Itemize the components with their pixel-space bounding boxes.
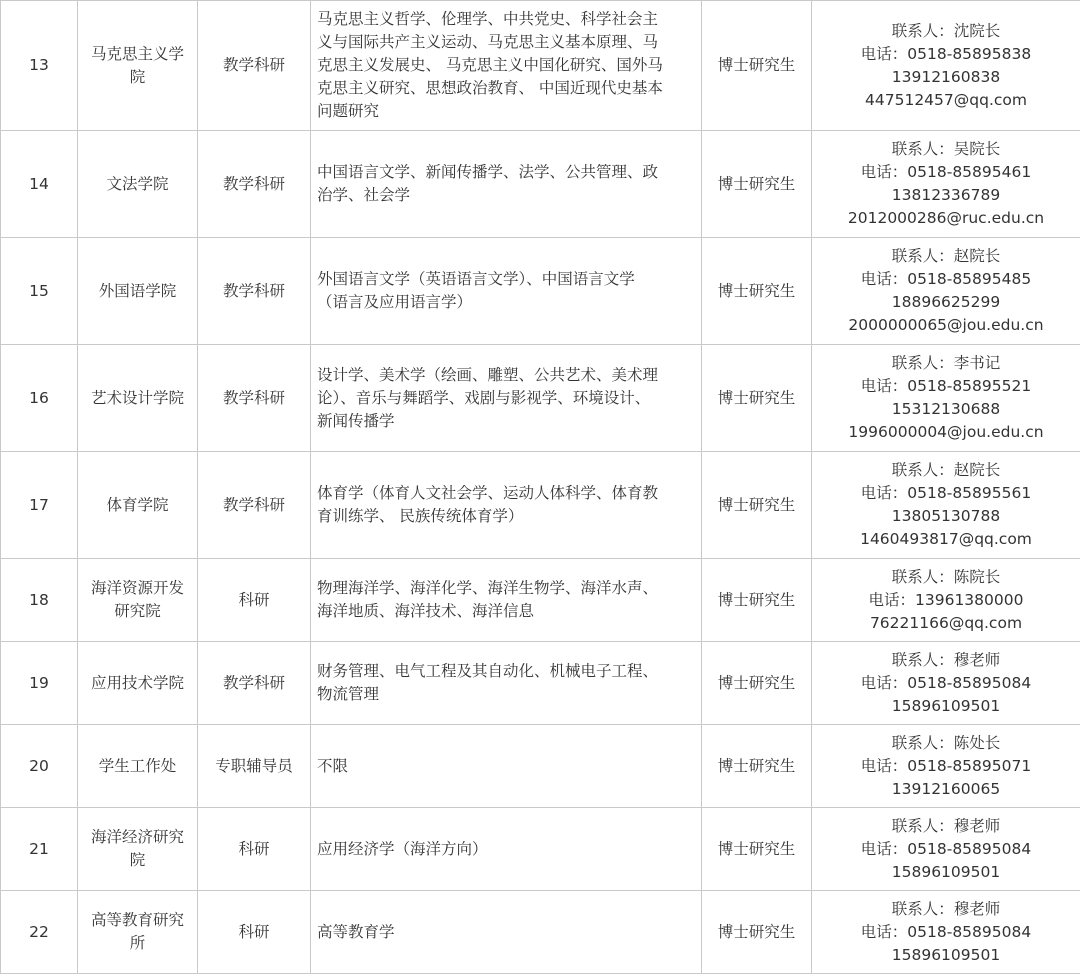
education-requirement: 博士研究生 xyxy=(717,281,796,300)
position-type: 教学科研 xyxy=(222,174,285,193)
education-requirement: 博士研究生 xyxy=(717,495,796,514)
contact-line: 联系人：陈处长 xyxy=(891,733,1001,752)
education-cell xyxy=(702,238,812,345)
majors-line: 体育学（体育人文社会学、运动人体科学、体育教 xyxy=(317,484,659,502)
education-requirement: 博士研究生 xyxy=(717,56,796,74)
education-cell xyxy=(702,891,812,974)
contact-cell xyxy=(812,559,1080,642)
contact-line: 电话：0518-85895084 xyxy=(860,673,1032,692)
position-type: 教学科研 xyxy=(222,281,285,300)
unit-name-cell xyxy=(78,559,198,642)
majors-cell xyxy=(311,1,702,131)
position-type: 科研 xyxy=(238,590,270,609)
majors-line: 克思主义研究、思想政治教育、 中国近现代史基本 xyxy=(317,79,663,97)
contact-cell xyxy=(812,891,1080,974)
table-row xyxy=(1,642,1080,725)
contact-line: 15312130688 xyxy=(891,400,1001,418)
majors-cell xyxy=(311,891,702,974)
majors-line: 财务管理、电气工程及其自动化、机械电子工程、 xyxy=(317,662,659,680)
row-index-cell xyxy=(1,642,78,725)
majors-line: 不限 xyxy=(317,756,349,775)
contact-line: 联系人：穆老师 xyxy=(891,650,1001,669)
contact-cell xyxy=(812,808,1080,891)
contact-cell xyxy=(812,452,1080,559)
contact-line: 13805130788 xyxy=(891,507,1001,525)
row-index-cell xyxy=(1,891,78,974)
contact-cell xyxy=(812,131,1080,238)
majors-cell xyxy=(311,452,702,559)
unit-name-line: 院 xyxy=(129,851,146,869)
majors-line: 克思主义发展史、 马克思主义中国化研究、国外马 xyxy=(317,56,663,74)
contact-line: 13912160065 xyxy=(891,779,1001,798)
position-type-cell xyxy=(198,559,311,642)
contact-line: 电话：0518-85895084 xyxy=(860,922,1032,941)
majors-line: 义与国际共产主义运动、马克思主义基本原理、马 xyxy=(317,33,659,51)
row-index: 19 xyxy=(29,673,49,692)
unit-name-line: 艺术设计学院 xyxy=(90,388,184,407)
unit-name-line: 文法学院 xyxy=(106,174,169,193)
table-row xyxy=(1,891,1080,974)
unit-name-cell xyxy=(78,808,198,891)
contact-cell xyxy=(812,238,1080,345)
contact-line: 电话：0518-85895521 xyxy=(860,377,1032,395)
row-index: 13 xyxy=(29,56,49,74)
unit-name-cell xyxy=(78,891,198,974)
unit-name-cell xyxy=(78,725,198,808)
education-cell xyxy=(702,725,812,808)
position-type-cell xyxy=(198,238,311,345)
contact-line: 联系人：吴院长 xyxy=(891,140,1001,158)
majors-cell xyxy=(311,808,702,891)
unit-name-line: 体育学院 xyxy=(106,495,169,514)
contact-line: 15896109501 xyxy=(891,696,1001,715)
position-type-cell xyxy=(198,131,311,238)
majors-line: （语言及应用语言学） xyxy=(317,293,473,311)
row-index-cell xyxy=(1,1,78,131)
contact-line: 76221166@qq.com xyxy=(869,613,1023,632)
majors-line: 马克思主义哲学、伦理学、中共党史、科学社会主 xyxy=(317,10,659,28)
majors-line: 外国语言文学（英语语言文学）、中国语言文学 xyxy=(317,270,635,288)
contact-line: 联系人：沈院长 xyxy=(891,21,1001,40)
education-cell xyxy=(702,345,812,452)
majors-line: 高等教育学 xyxy=(317,922,395,941)
contact-line: 电话：0518-85895485 xyxy=(860,270,1032,288)
unit-name-line: 研究院 xyxy=(114,602,161,620)
row-index-cell xyxy=(1,808,78,891)
majors-cell xyxy=(311,725,702,808)
unit-name-cell xyxy=(78,1,198,131)
unit-name-cell xyxy=(78,452,198,559)
table-row xyxy=(1,238,1080,345)
position-type: 科研 xyxy=(238,922,270,941)
position-type: 专职辅导员 xyxy=(215,756,293,775)
contact-line: 联系人：赵院长 xyxy=(891,461,1001,479)
education-requirement: 博士研究生 xyxy=(717,590,796,609)
education-requirement: 博士研究生 xyxy=(717,839,796,858)
unit-name-line: 海洋资源开发 xyxy=(90,579,184,597)
contact-line: 电话：0518-85895561 xyxy=(860,484,1032,502)
unit-name-line: 学生工作处 xyxy=(98,756,177,775)
unit-name-line: 海洋经济研究 xyxy=(90,828,184,846)
contact-line: 13912160838 xyxy=(891,67,1001,86)
contact-line: 联系人：穆老师 xyxy=(891,816,1001,835)
row-index: 21 xyxy=(29,839,49,858)
majors-line: 育训练学、 民族传统体育学） xyxy=(317,507,524,525)
position-type-cell xyxy=(198,891,311,974)
unit-name-line: 院 xyxy=(129,67,146,86)
education-cell xyxy=(702,559,812,642)
majors-line: 中国语言文学、新闻传播学、法学、公共管理、政 xyxy=(317,163,659,181)
contact-line: 1996000004@jou.edu.cn xyxy=(848,423,1044,441)
education-requirement: 博士研究生 xyxy=(717,673,796,692)
unit-name-cell xyxy=(78,238,198,345)
position-type-cell xyxy=(198,1,311,131)
contact-line: 联系人：陈院长 xyxy=(891,567,1001,586)
unit-name-line: 外国语学院 xyxy=(98,281,177,300)
table-body xyxy=(1,1,1080,974)
unit-name-line: 应用技术学院 xyxy=(90,673,184,692)
position-type: 教学科研 xyxy=(222,495,285,514)
row-index: 22 xyxy=(29,922,49,941)
unit-name-line: 高等教育研究 xyxy=(90,911,184,929)
unit-name-cell xyxy=(78,131,198,238)
row-index-cell xyxy=(1,131,78,238)
contact-line: 15896109501 xyxy=(891,945,1001,964)
contact-line: 电话：0518-85895071 xyxy=(860,756,1032,775)
contact-line: 2012000286@ruc.edu.cn xyxy=(847,209,1045,227)
table-row xyxy=(1,345,1080,452)
row-index: 17 xyxy=(29,495,49,514)
contact-line: 1460493817@qq.com xyxy=(860,530,1032,548)
education-cell xyxy=(702,1,812,131)
unit-name-line: 所 xyxy=(129,934,146,952)
table-row xyxy=(1,725,1080,808)
majors-line: 设计学、美术学（绘画、雕塑、公共艺术、美术理 xyxy=(317,365,659,384)
row-index: 14 xyxy=(29,174,49,193)
row-index: 18 xyxy=(29,590,49,609)
table-row xyxy=(1,452,1080,559)
row-index-cell xyxy=(1,559,78,642)
contact-cell xyxy=(812,642,1080,725)
contact-cell xyxy=(812,725,1080,808)
position-type: 教学科研 xyxy=(222,388,285,407)
unit-name-line: 马克思主义学 xyxy=(90,44,184,63)
table-row xyxy=(1,808,1080,891)
majors-line: 物流管理 xyxy=(317,685,380,703)
table-row xyxy=(1,1,1080,131)
majors-line: 论）、音乐与舞蹈学、戏剧与影视学、环境设计、 xyxy=(317,388,651,407)
majors-cell xyxy=(311,345,702,452)
education-cell xyxy=(702,642,812,725)
position-type-cell xyxy=(198,345,311,452)
majors-line: 新闻传播学 xyxy=(317,411,395,430)
contact-line: 电话：0518-85895461 xyxy=(860,163,1032,181)
majors-cell xyxy=(311,642,702,725)
row-index: 20 xyxy=(29,756,49,775)
position-type-cell xyxy=(198,452,311,559)
position-type: 科研 xyxy=(238,839,270,858)
contact-line: 18896625299 xyxy=(891,293,1001,311)
education-requirement: 博士研究生 xyxy=(717,756,796,775)
education-cell xyxy=(702,452,812,559)
contact-line: 15896109501 xyxy=(891,862,1001,881)
unit-name-cell xyxy=(78,345,198,452)
majors-cell xyxy=(311,238,702,345)
education-cell xyxy=(702,131,812,238)
row-index: 16 xyxy=(29,388,49,407)
majors-line: 应用经济学（海洋方向） xyxy=(317,839,488,858)
contact-line: 13812336789 xyxy=(891,186,1001,204)
position-type: 教学科研 xyxy=(222,673,285,692)
contact-line: 电话：13961380000 xyxy=(868,590,1024,609)
table-row xyxy=(1,131,1080,238)
contact-line: 联系人：李书记 xyxy=(891,354,1001,372)
position-type: 教学科研 xyxy=(222,56,285,74)
row-index-cell xyxy=(1,345,78,452)
row-index-cell xyxy=(1,452,78,559)
education-requirement: 博士研究生 xyxy=(717,922,796,941)
row-index-cell xyxy=(1,725,78,808)
row-index: 15 xyxy=(29,281,49,300)
majors-line: 治学、社会学 xyxy=(317,186,411,204)
education-requirement: 博士研究生 xyxy=(717,174,796,193)
majors-cell xyxy=(311,131,702,238)
position-type-cell xyxy=(198,642,311,725)
contact-line: 联系人：穆老师 xyxy=(891,899,1001,918)
contact-line: 电话：0518-85895084 xyxy=(860,839,1032,858)
education-requirement: 博士研究生 xyxy=(717,388,796,407)
majors-cell xyxy=(311,559,702,642)
majors-line: 问题研究 xyxy=(317,102,380,120)
contact-cell xyxy=(812,1,1080,131)
contact-line: 447512457@qq.com xyxy=(865,90,1027,109)
contact-cell xyxy=(812,345,1080,452)
majors-line: 海洋地质、海洋技术、海洋信息 xyxy=(317,602,535,620)
position-type-cell xyxy=(198,725,311,808)
contact-line: 联系人：赵院长 xyxy=(891,247,1001,265)
row-index-cell xyxy=(1,238,78,345)
contact-line: 2000000065@jou.edu.cn xyxy=(848,316,1044,334)
unit-name-cell xyxy=(78,642,198,725)
majors-line: 物理海洋学、海洋化学、海洋生物学、海洋水声、 xyxy=(317,579,659,597)
education-cell xyxy=(702,808,812,891)
position-type-cell xyxy=(198,808,311,891)
table-row xyxy=(1,559,1080,642)
contact-line: 电话：0518-85895838 xyxy=(860,44,1032,63)
